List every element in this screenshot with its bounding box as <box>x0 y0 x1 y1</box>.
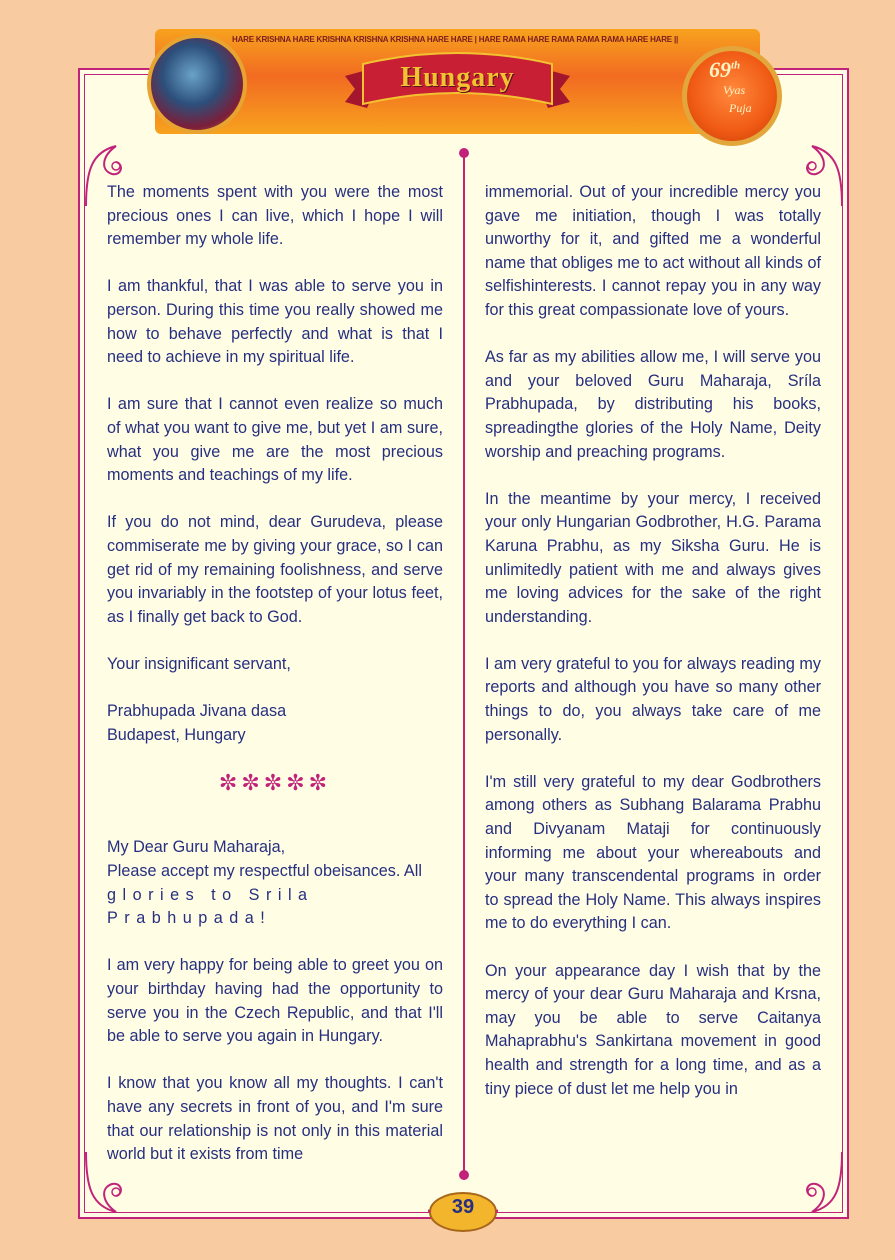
obeisance-line: glories to Srila Prabhupada! <box>107 885 314 928</box>
paragraph: I'm still very grateful to my dear Godbrothers among others as Subhang Balarama Prabhu and Divyanam Mataji for continuously informing me about your whereabouts and your many transcendental programs in order to spread the Holy Name. This always inspires me to do everything I can. <box>485 772 821 933</box>
column-divider <box>463 152 465 1180</box>
paragraph: I am very happy for being able to greet you on your birthday having had the opportunity to serve you in the Czech Republic, and that I'll be able to serve you again in Hungary. <box>107 956 443 1046</box>
paragraph: The moments spent with you were the most precious ones I can live, which I hope I will remember my whole life. <box>107 183 443 249</box>
paragraph: I know that you know all my thoughts. I can't have any secrets in front of you, and I'm sure that our relationship is not only in this material world but it exists from time <box>107 1074 443 1164</box>
page-number: 39 <box>451 1196 475 1218</box>
separator-stars: ✼✼✼✼✼ <box>218 769 332 795</box>
paragraph: If you do not mind, dear Gurudeva, please commiserate me by giving your grace, so I can get rid of my remaining foolishness, and serve you invariably in the footstep of your lotus feet, as I finally get back to God. <box>107 513 443 626</box>
paragraph: As far as my abilities allow me, I will serve you and your beloved Guru Maharaja, Sríla Prabhupada, by distributing his books, spreadingthe glories of the Holy Name, Deity worship and preaching programs. <box>485 348 821 461</box>
right-column <box>485 181 821 1125</box>
divider-dot-bottom <box>459 1170 469 1180</box>
paragraph: On your appearance day I wish that by the mercy of your dear Guru Maharaja and Krsna, may you be able to serve Caitanya Mahaprabhu's Sankirtana movement in good health and strength for a long time, and as a tiny piece of dust let me help you in <box>485 961 821 1098</box>
badge-number: 69th <box>709 57 741 82</box>
divider-dot-top <box>459 148 469 158</box>
paragraph: I am thankful, that I was able to serve you in person. During this time you really showed me how to behave perfectly and what is that I need to achieve in my spiritual life. <box>107 277 443 367</box>
paragraph: I am sure that I cannot even realize so much of what you want to give me, but yet I am sure, what you give me are the most precious moments and teachings of my life. <box>107 395 443 485</box>
obeisance-line: Please accept my respectful obeisances. All <box>107 862 422 881</box>
paragraph: immemorial. Out of your incredible mercy you gave me initiation, though I was totally unworthy for it, and gifted me a wonderful name that obliges me to act without all kinds of selfishinterests. I cannot repay you in any way for this great compassionate love of yours. <box>485 183 821 319</box>
corner-ornament-bottom-right <box>776 1148 846 1218</box>
vyas-puja-badge <box>682 46 782 146</box>
salutation: My Dear Guru Maharaja, <box>107 838 286 857</box>
mantra-text: HARE KRISHNA HARE KRISHNA KRISHNA KRISHNA HARE HARE | HARE RAMA HARE RAMA RAMA RAMA HARE HARE || <box>232 35 679 44</box>
signature-name: Prabhupada Jivana dasa <box>107 702 287 721</box>
deity-image <box>147 34 247 134</box>
badge-line1: Vyas <box>723 83 746 97</box>
left-column <box>107 181 443 1190</box>
closing-line: Your insignificant servant, <box>107 654 291 673</box>
paragraph: I am very grateful to you for always reading my reports and although you have so many other things to do, you always take care of me personally. <box>485 654 821 744</box>
page-title: Hungary <box>400 62 515 93</box>
paragraph: In the meantime by your mercy, I received your only Hungarian Godbrother, H.G. Parama Karuna Prabhu, as my Siksha Guru. He is unlimitedly patient with me and always gives me loving advices for the sake of the right understanding. <box>485 489 821 626</box>
badge-line2: Puja <box>729 101 752 115</box>
signature-place: Budapest, Hungary <box>107 725 246 744</box>
